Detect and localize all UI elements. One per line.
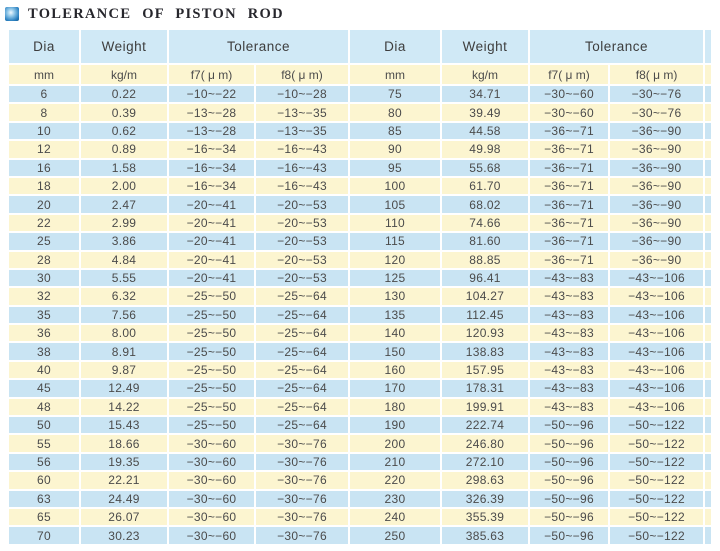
table-cell: 100 [350,178,440,194]
table-cell: −25~−64 [256,362,348,378]
table-edge-sliver [705,472,711,488]
table-cell: −20~−41 [169,233,254,249]
table-cell: 246.80 [442,435,528,451]
table-cell: −43~−106 [610,380,703,396]
table-cell: −50~−122 [610,491,703,507]
table-cell: 180 [350,399,440,415]
tolerance-table [7,28,713,546]
table-cell: −30~−76 [256,435,348,451]
table-cell: 7.56 [81,307,167,323]
table-cell: −25~−64 [256,307,348,323]
table-cell: 200 [350,435,440,451]
table-row [9,270,711,286]
table-row [9,215,711,231]
table-row [9,86,711,102]
table-cell: −16~−43 [256,141,348,157]
table-cell: 18.66 [81,435,167,451]
table-edge-sliver [705,362,711,378]
table-cell: −36~−90 [610,141,703,157]
table-cell: 135 [350,307,440,323]
table-row [9,252,711,268]
table-cell: 298.63 [442,472,528,488]
table-row [9,454,711,470]
table-cell: 130 [350,288,440,304]
page-title: TOLERANCE OF PISTON ROD [28,5,284,22]
table-cell: −16~−34 [169,178,254,194]
table-cell: 24.49 [81,491,167,507]
table-cell: −13~−35 [256,104,348,120]
table-cell: 56 [9,454,79,470]
table-cell: −50~−96 [530,472,608,488]
table-cell: 38 [9,343,79,359]
table-edge-sliver [705,325,711,341]
table-row [9,141,711,157]
table-edge-sliver [705,178,711,194]
table-cell: −20~−41 [169,215,254,231]
unit-header-f7-right: f7( μ m) [530,65,608,84]
table-cell: 26.07 [81,509,167,525]
table-cell: 65 [9,509,79,525]
table-cell: −20~−53 [256,233,348,249]
table-cell: −50~−96 [530,491,608,507]
table-cell: −25~−64 [256,417,348,433]
table-cell: −30~−60 [530,104,608,120]
table-cell: −50~−122 [610,454,703,470]
table-row [9,362,711,378]
header-row [9,30,711,63]
table-cell: 40 [9,362,79,378]
table-cell: 0.62 [81,123,167,139]
table-edge-sliver [705,252,711,268]
table-edge-sliver [705,527,711,543]
table-cell: −50~−96 [530,527,608,543]
table-cell: 22.21 [81,472,167,488]
table-cell: −30~−60 [169,491,254,507]
table-row [9,307,711,323]
table-cell: −43~−83 [530,362,608,378]
table-edge-sliver [705,196,711,212]
table-cell: −50~−96 [530,454,608,470]
table-cell: 60 [9,472,79,488]
table-edge-sliver [705,160,711,176]
table-cell: 190 [350,417,440,433]
table-cell: 222.74 [442,417,528,433]
table-cell: −25~−50 [169,380,254,396]
table-row [9,288,711,304]
table-cell: −10~−22 [169,86,254,102]
table-cell: 385.63 [442,527,528,543]
table-cell: 6.32 [81,288,167,304]
table-cell: −10~−28 [256,86,348,102]
table-cell: −30~−60 [530,86,608,102]
table-cell: −36~−90 [610,215,703,231]
table-cell: 85 [350,123,440,139]
table-edge-sliver [705,86,711,102]
table-cell: 12 [9,141,79,157]
table-cell: −50~−122 [610,435,703,451]
table-row [9,343,711,359]
table-cell: 39.49 [442,104,528,120]
table-cell: 55.68 [442,160,528,176]
table-cell: 138.83 [442,343,528,359]
table-cell: −43~−106 [610,362,703,378]
table-cell: −43~−83 [530,307,608,323]
col-header-dia-right: Dia [350,30,440,63]
table-cell: 9.87 [81,362,167,378]
unit-header-kgm-left: kg/m [81,65,167,84]
table-cell: −50~−96 [530,417,608,433]
table-cell: 170 [350,380,440,396]
table-cell: −25~−64 [256,380,348,396]
table-cell: −20~−53 [256,252,348,268]
table-cell: 115 [350,233,440,249]
unit-header-kgm-right: kg/m [442,65,528,84]
table-cell: 230 [350,491,440,507]
table-cell: 28 [9,252,79,268]
table-edge-sliver [705,454,711,470]
table-cell: 160 [350,362,440,378]
col-header-weight-right: Weight [442,30,528,63]
table-cell: 326.39 [442,491,528,507]
unit-header-f8-left: f8( μ m) [256,65,348,84]
table-cell: 68.02 [442,196,528,212]
table-edge-sliver [705,343,711,359]
table-row [9,160,711,176]
table-cell: −43~−83 [530,343,608,359]
table-cell: −30~−76 [256,491,348,507]
table-cell: −36~−71 [530,123,608,139]
table-cell: −36~−71 [530,233,608,249]
table-cell: 178.31 [442,380,528,396]
table-cell: 120 [350,252,440,268]
table-cell: −13~−35 [256,123,348,139]
table-row [9,104,711,120]
table-cell: −30~−60 [169,509,254,525]
table-cell: −43~−106 [610,288,703,304]
table-edge-sliver [705,307,711,323]
table-cell: 15.43 [81,417,167,433]
table-cell: 70 [9,527,79,543]
table-cell: 150 [350,343,440,359]
table-cell: −20~−53 [256,196,348,212]
table-cell: 22 [9,215,79,231]
table-cell: 32 [9,288,79,304]
table-cell: −25~−64 [256,288,348,304]
table-cell: 110 [350,215,440,231]
table-cell: 0.89 [81,141,167,157]
table-edge-sliver [705,509,711,525]
table-edge-sliver [705,30,711,63]
table-row [9,196,711,212]
table-cell: −25~−50 [169,288,254,304]
table-cell: 5.55 [81,270,167,286]
table-cell: 0.22 [81,86,167,102]
table-cell: 2.00 [81,178,167,194]
table-cell: 0.39 [81,104,167,120]
table-cell: −50~−96 [530,509,608,525]
table-cell: −20~−53 [256,270,348,286]
table-cell: 105 [350,196,440,212]
table-edge-sliver [705,380,711,396]
table-cell: −16~−43 [256,160,348,176]
table-cell: 3.86 [81,233,167,249]
table-body [9,86,711,544]
table-cell: 6 [9,86,79,102]
table-cell: 19.35 [81,454,167,470]
table-edge-sliver [705,123,711,139]
table-cell: −30~−60 [169,454,254,470]
table-cell: 63 [9,491,79,507]
table-edge-sliver [705,215,711,231]
table-cell: 199.91 [442,399,528,415]
table-cell: −13~−28 [169,104,254,120]
table-cell: −43~−83 [530,288,608,304]
table-cell: −25~−50 [169,343,254,359]
table-cell: 2.99 [81,215,167,231]
table-cell: −43~−83 [530,270,608,286]
table-cell: −20~−41 [169,270,254,286]
table-cell: −50~−122 [610,509,703,525]
table-edge-sliver [705,104,711,120]
table-cell: 45 [9,380,79,396]
table-cell: 96.41 [442,270,528,286]
table-edge-sliver [705,417,711,433]
table-cell: 2.47 [81,196,167,212]
table-cell: −36~−90 [610,196,703,212]
blue-square-bullet-icon [5,7,19,21]
unit-header-mm-right: mm [350,65,440,84]
col-header-weight-left: Weight [81,30,167,63]
table-cell: −16~−34 [169,141,254,157]
table-cell: 272.10 [442,454,528,470]
table-row [9,380,711,396]
table-cell: 10 [9,123,79,139]
table-cell: 20 [9,196,79,212]
table-cell: −30~−76 [610,86,703,102]
table-edge-sliver [705,399,711,415]
table-cell: −36~−90 [610,123,703,139]
table-cell: 90 [350,141,440,157]
table-row [9,472,711,488]
table-cell: 16 [9,160,79,176]
table-cell: 125 [350,270,440,286]
table-cell: 1.58 [81,160,167,176]
table-cell: 61.70 [442,178,528,194]
table-cell: 80 [350,104,440,120]
table-edge-sliver [705,141,711,157]
table-cell: 35 [9,307,79,323]
table-row [9,233,711,249]
table-cell: −30~−76 [256,454,348,470]
table-cell: −30~−76 [256,527,348,543]
table-row [9,527,711,543]
col-header-tolerance-right: Tolerance [530,30,703,63]
table-cell: 74.66 [442,215,528,231]
table-cell: 30 [9,270,79,286]
subheader-row [9,65,711,84]
table-cell: 355.39 [442,509,528,525]
table-cell: −43~−83 [530,325,608,341]
unit-header-mm-left: mm [9,65,79,84]
table-cell: −25~−64 [256,343,348,359]
table-cell: 250 [350,527,440,543]
table-cell: −25~−64 [256,399,348,415]
table-cell: 49.98 [442,141,528,157]
table-cell: −36~−90 [610,233,703,249]
table-cell: −20~−53 [256,215,348,231]
table-cell: −25~−50 [169,307,254,323]
table-cell: 81.60 [442,233,528,249]
table-cell: 34.71 [442,86,528,102]
table-cell: −25~−50 [169,362,254,378]
table-cell: −43~−106 [610,307,703,323]
table-cell: 112.45 [442,307,528,323]
table-cell: −36~−71 [530,196,608,212]
table-cell: −30~−76 [256,472,348,488]
table-edge-sliver [705,65,711,84]
table-cell: 8.91 [81,343,167,359]
table-cell: −36~−71 [530,215,608,231]
table-row [9,417,711,433]
table-cell: 88.85 [442,252,528,268]
table-cell: −30~−76 [610,104,703,120]
table-cell: −20~−41 [169,252,254,268]
table-edge-sliver [705,435,711,451]
table-cell: 95 [350,160,440,176]
table-cell: 4.84 [81,252,167,268]
table-cell: 55 [9,435,79,451]
table-cell: −50~−122 [610,527,703,543]
table-cell: 210 [350,454,440,470]
table-edge-sliver [705,233,711,249]
table-cell: −43~−106 [610,325,703,341]
table-cell: −36~−90 [610,178,703,194]
table-cell: −36~−71 [530,141,608,157]
table-cell: 30.23 [81,527,167,543]
table-cell: 44.58 [442,123,528,139]
table-cell: −50~−122 [610,472,703,488]
table-cell: −43~−106 [610,270,703,286]
table-cell: −43~−106 [610,343,703,359]
table-cell: 48 [9,399,79,415]
table-cell: 220 [350,472,440,488]
table-cell: −25~−50 [169,399,254,415]
table-row [9,491,711,507]
table-cell: −30~−76 [256,509,348,525]
table-edge-sliver [705,491,711,507]
table-cell: −25~−50 [169,325,254,341]
table-cell: −43~−83 [530,380,608,396]
table-cell: −50~−122 [610,417,703,433]
table-edge-sliver [705,288,711,304]
table-row [9,509,711,525]
unit-header-f7-left: f7( μ m) [169,65,254,84]
table-cell: −25~−50 [169,417,254,433]
table-cell: 12.49 [81,380,167,396]
table-row [9,399,711,415]
table-cell: 18 [9,178,79,194]
table-cell: 25 [9,233,79,249]
table-cell: 14.22 [81,399,167,415]
table-cell: −36~−90 [610,252,703,268]
table-cell: 140 [350,325,440,341]
table-cell: 36 [9,325,79,341]
table-cell: 75 [350,86,440,102]
table-cell: −36~−71 [530,252,608,268]
table-cell: −16~−34 [169,160,254,176]
title-bar [0,0,720,23]
table-cell: 8 [9,104,79,120]
table-cell: −50~−96 [530,435,608,451]
table-row [9,325,711,341]
table-cell: −36~−71 [530,160,608,176]
table-row [9,178,711,194]
table-cell: −36~−90 [610,160,703,176]
table-cell: 240 [350,509,440,525]
table-cell: 50 [9,417,79,433]
table-cell: −30~−60 [169,472,254,488]
col-header-tolerance-left: Tolerance [169,30,348,63]
table-edge-sliver [705,270,711,286]
table-cell: −43~−106 [610,399,703,415]
table-cell: −13~−28 [169,123,254,139]
table-cell: −36~−71 [530,178,608,194]
table-cell: −30~−60 [169,435,254,451]
table-cell: 120.93 [442,325,528,341]
table-row [9,123,711,139]
table-cell: −25~−64 [256,325,348,341]
table-row [9,435,711,451]
table-cell: 157.95 [442,362,528,378]
col-header-dia-left: Dia [9,30,79,63]
table-cell: −16~−43 [256,178,348,194]
table-cell: −43~−83 [530,399,608,415]
table-cell: −30~−60 [169,527,254,543]
table-cell: −20~−41 [169,196,254,212]
table-cell: 8.00 [81,325,167,341]
unit-header-f8-right: f8( μ m) [610,65,703,84]
table-cell: 104.27 [442,288,528,304]
